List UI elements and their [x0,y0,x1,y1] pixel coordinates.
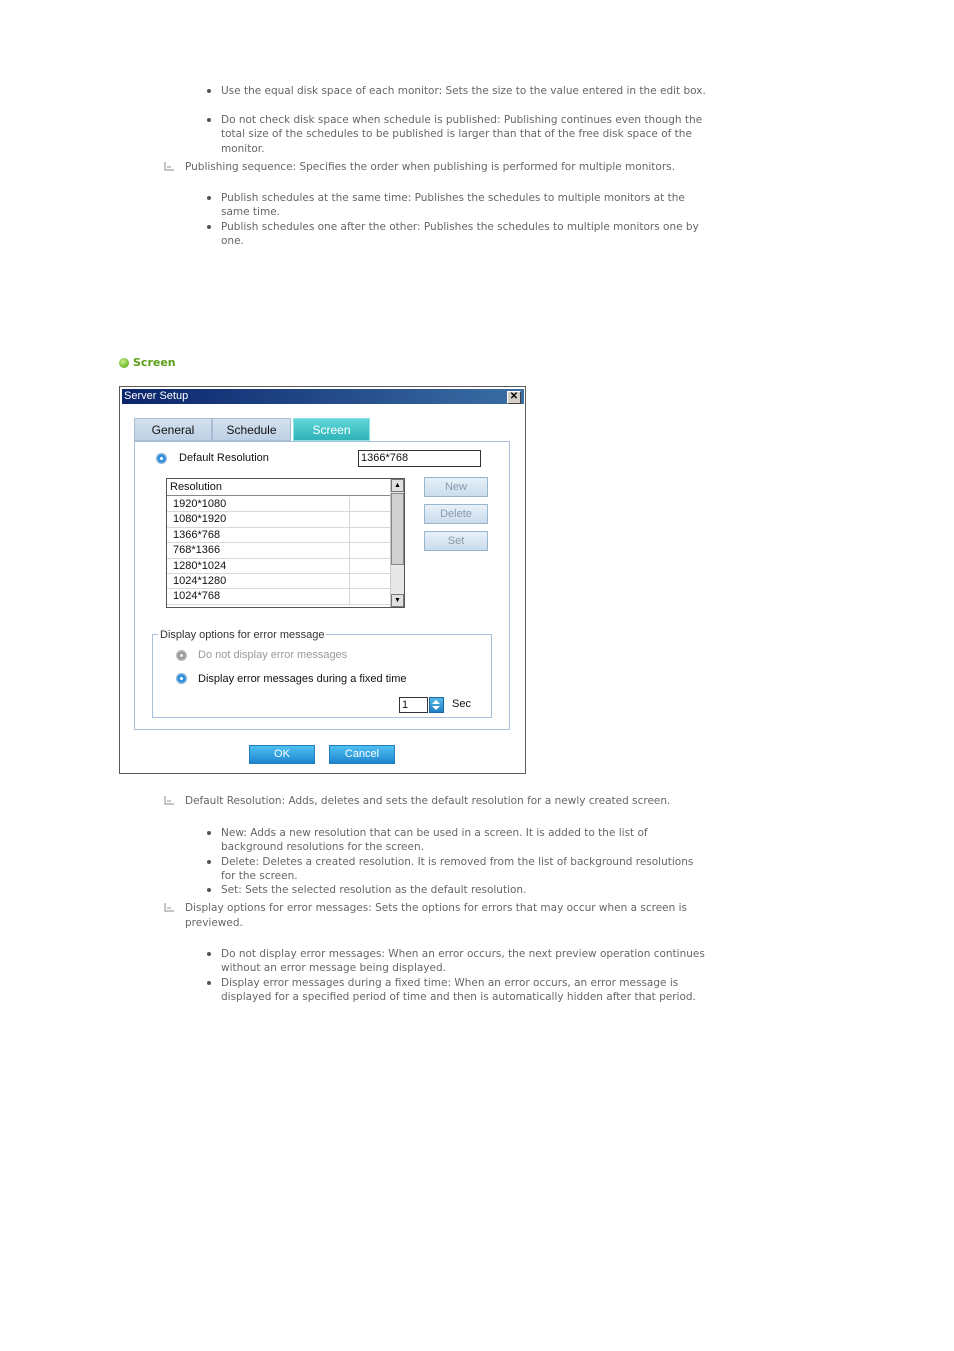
new-button[interactable]: New [424,477,488,497]
tab-schedule[interactable]: Schedule [212,418,291,441]
note-icon [164,796,174,805]
delete-button[interactable]: Delete [424,504,488,524]
list-scrollbar[interactable] [390,479,404,607]
close-icon[interactable]: ✕ [507,391,521,404]
list-item: Publish schedules at the same time: Publishes the schedules to multiple monitors at the same time. [207,191,707,220]
seconds-input[interactable]: 1 [399,697,428,713]
scroll-thumb[interactable] [391,493,404,565]
resolution-list[interactable] [166,478,405,608]
table-row[interactable]: 1024*1280 [167,574,390,589]
note-icon [164,903,174,912]
bullet-icon [207,981,211,985]
default-resolution-radio[interactable] [156,453,167,464]
table-row[interactable]: 768*1366 [167,543,390,558]
default-resolution-label: Default Resolution [179,452,269,464]
list-item: Display error messages during a fixed time: When an error occurs, an error message is displayed for a specified period of time and then is automatically hidden after that period. [207,976,707,1005]
bullet-icon [207,89,211,93]
dialog-title: Server Setup [124,390,189,402]
table-row[interactable]: 1024*768 [167,589,390,604]
list-header-resolution[interactable]: Resolution [167,479,390,496]
note-publishing-sequence: Publishing sequence: Specifies the order when publishing is performed for multiple monitors. [164,160,714,175]
fixed-time-radio[interactable] [176,673,187,684]
list-item: Use the equal disk space of each monitor: Sets the size to the value entered in the edit box. [207,84,707,98]
bullet-icon [207,225,211,229]
bullet-icon [207,831,211,835]
green-circle-icon [119,358,129,368]
list-item: Do not check disk space when schedule is published: Publishing continues even though the total size of the schedules to be published is larger than that of the free disk space of the monitor. [207,113,707,156]
bullet-icon [207,196,211,200]
bullet-icon [207,118,211,122]
error-options-group-label: Display options for error message [160,629,325,641]
fixed-time-label: Display error messages during a fixed time [198,673,407,685]
server-setup-dialog [119,386,526,774]
list-item: Publish schedules one after the other: Publishes the schedules to multiple monitors one by one. [207,220,707,249]
arrow-down-icon[interactable] [432,706,440,710]
arrow-up-icon[interactable] [432,700,440,704]
tab-screen[interactable]: Screen [293,418,370,441]
no-display-label: Do not display error messages [198,649,348,661]
list-item: Set: Sets the selected resolution as the default resolution. [207,883,707,897]
ok-button[interactable]: OK [249,745,315,764]
list-item: Delete: Deletes a created resolution. It is removed from the list of background resolutions for the screen. [207,855,707,884]
table-row[interactable]: 1080*1920 [167,512,390,527]
bullet-icon [207,952,211,956]
table-row[interactable]: 1280*1024 [167,559,390,574]
seconds-stepper[interactable] [429,697,444,713]
list-item: Do not display error messages: When an error occurs, the next preview operation continues without an error message being displayed. [207,947,707,976]
section-title: Screen [119,356,176,370]
bullet-icon [207,888,211,892]
set-button[interactable]: Set [424,531,488,551]
dialog-title-bar [122,389,524,404]
note-icon [164,162,174,171]
cancel-button[interactable]: Cancel [329,745,395,764]
table-row[interactable]: 1920*1080 [167,497,390,512]
list-item: New: Adds a new resolution that can be used in a screen. It is added to the list of background resolutions for the screen. [207,826,707,855]
scroll-down-icon[interactable]: ▼ [391,594,404,607]
seconds-unit-label: Sec [452,698,471,710]
default-resolution-field[interactable]: 1366*768 [358,450,481,467]
table-row[interactable]: 1366*768 [167,528,390,543]
scroll-up-icon[interactable]: ▲ [391,479,404,492]
note-default-resolution: Default Resolution: Adds, deletes and sets the default resolution for a newly created screen. [164,794,714,809]
bullet-icon [207,860,211,864]
note-display-options: Display options for error messages: Sets the options for errors that may occur when a screen is previewed. [164,901,714,930]
tab-general[interactable]: General [134,418,212,441]
no-display-radio[interactable] [176,650,187,661]
